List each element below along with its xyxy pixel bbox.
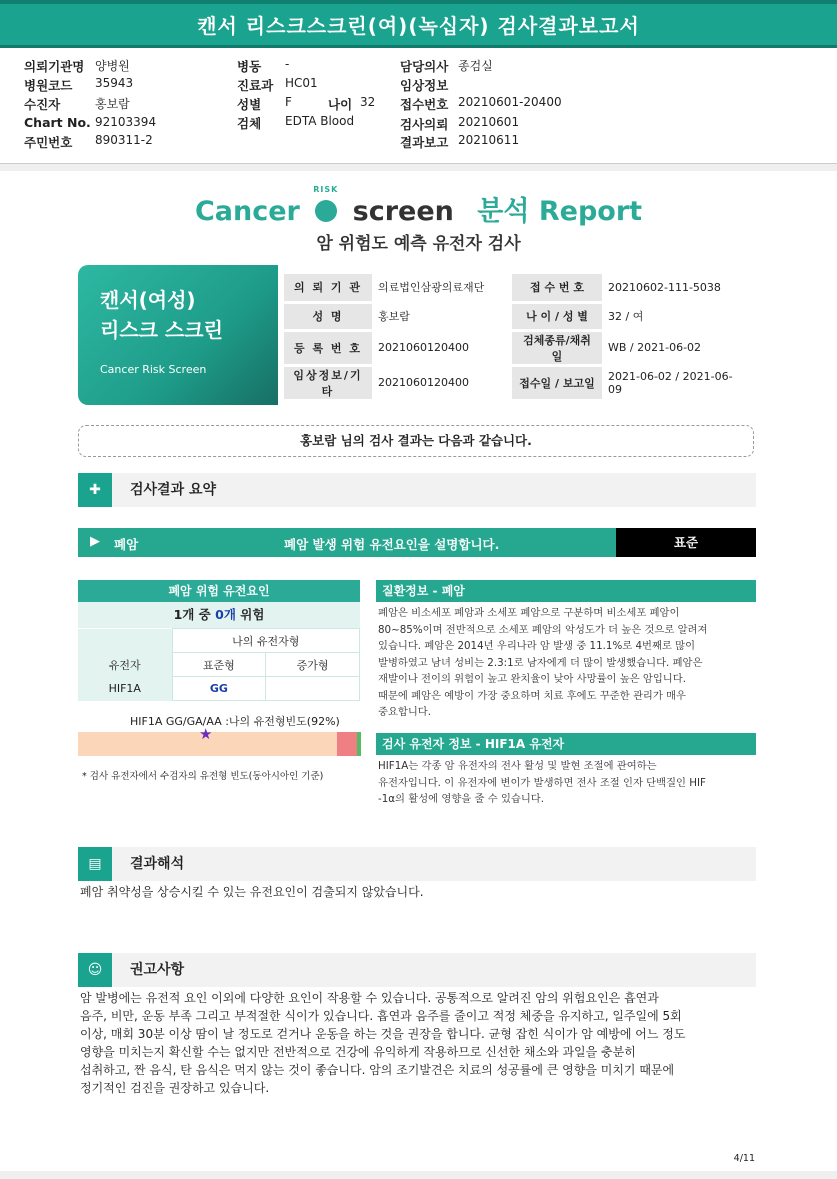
value-id-number: 890311-2: [95, 133, 153, 147]
value-ward: -: [285, 57, 290, 71]
text-line: 섭취하고, 짠 음식, 탄 음식은 먹지 않는 것이 좋습니다. 암의 조기발견은 치료의 성공률에 큰 영향을 미치기 때문에: [80, 1063, 675, 1077]
title-card-english: Cancer Risk Screen: [100, 363, 207, 376]
report-subtitle: 암 위험도 예측 유전자 검사: [316, 234, 521, 254]
report-sheet: [0, 171, 837, 1171]
value-patient: 홍보람: [95, 97, 130, 111]
text-line: 정기적인 검진을 권장하고 있습니다.: [80, 1081, 270, 1095]
patient-header: [0, 48, 837, 164]
text-line: 영향을 미치는지 확신할 수는 없지만 전반적으로 건강에 유익하게 작용하므로 신선한 채소와 과일을 충분히: [80, 1045, 636, 1059]
section-title: 권고사항: [130, 962, 185, 978]
section-summary: [78, 473, 756, 507]
greeting-message: 홍보람 님의 검사 결과는 다음과 같습니다.: [78, 425, 754, 457]
info-label: 접수일 / 보고일: [512, 365, 602, 400]
summary-suffix: 위험: [240, 607, 265, 622]
label-hospital-code: 병원코드: [24, 78, 73, 93]
info-value: 의료법인삼광의료재단: [372, 274, 512, 302]
lung-bar-description: 폐암 발생 위험 유전요인을 설명합니다.: [284, 537, 500, 552]
title-card-line1: 캔서(여성): [100, 288, 196, 312]
frequency-bar: [78, 732, 361, 756]
label-chart-no: Chart No.: [24, 115, 91, 130]
info-value: 20210602-111-5038: [602, 274, 747, 302]
gene-risk-summary: [78, 602, 360, 628]
frequency-note: * 검사 유전자에서 수검자의 유전형 빈도(동아시아인 기준): [82, 771, 324, 782]
label-doctor: 담당의사: [400, 59, 449, 74]
info-value: 홍보람: [372, 302, 512, 330]
interpretation-text: 폐암 취약성을 상승시킬 수 있는 유전요인이 검출되지 않았습니다.: [80, 885, 424, 899]
info-label: 의 뢰 기 관: [284, 274, 372, 302]
info-label: 검체종류/채취일: [512, 330, 602, 365]
text-line: 폐암은 비소세포 폐암과 소세포 폐암으로 구분하며 비소세포 폐암이: [378, 607, 680, 619]
info-value: 2021060120400: [372, 365, 512, 400]
section-title: 검사결과 요약: [130, 482, 217, 498]
label-ward: 병동: [237, 59, 262, 74]
value-hospital-code: 35943: [95, 76, 134, 90]
text-line: HIF1A는 각종 암 유전자의 전사 활성 및 발현 조절에 관여하는: [378, 760, 657, 772]
text-line: 암 발병에는 유전적 요인 이외에 다양한 요인이 작용할 수 있습니다. 공통적으로 알려진 암의 위험요인은 흡연과: [80, 991, 659, 1005]
label-sex: 성별: [237, 97, 262, 112]
value-department: HC01: [285, 76, 318, 90]
blank-cell: [78, 629, 172, 653]
text-line: 유전자입니다. 이 유전자에 변이가 발생하면 전사 조절 인자 단백질인 HIF: [378, 776, 706, 789]
info-label: 임상정보/기타: [284, 365, 372, 400]
star-icon: ★: [199, 725, 213, 743]
logo-screen: screen: [352, 196, 454, 227]
info-value: 2021-06-02 / 2021-06-09: [602, 365, 747, 400]
label-id-number: 주민번호: [24, 135, 73, 150]
label-institution: 의뢰기관명: [24, 59, 85, 74]
info-value: WB / 2021-06-02: [602, 330, 747, 365]
text-line: 80~85%이며 전반적으로 소세포 폐암의 악성도가 더 높은 것으로 알려져: [378, 623, 708, 636]
gene-name: HIF1A: [78, 677, 172, 701]
value-doctor: 종검실: [458, 59, 493, 73]
value-age: 32: [360, 95, 376, 109]
text-line: 재발이나 전이의 위험이 높고 완치율이 낮아 사망률이 높은 암입니다.: [378, 673, 686, 685]
value-report-date: 20210611: [458, 133, 520, 147]
play-arrow-icon: ▶: [90, 534, 100, 549]
title-card: [78, 265, 278, 405]
gene-box-title: 폐암 위험 유전요인: [78, 580, 360, 602]
label-receipt-no: 접수번호: [400, 97, 449, 112]
disease-info-text: [378, 605, 756, 721]
title-card-line2: 리스크 스크린: [100, 318, 223, 342]
summary-count: 0개: [215, 607, 236, 622]
report-banner: [0, 0, 837, 48]
label-specimen: 검체: [237, 116, 262, 131]
label-report-date: 결과보고: [400, 135, 449, 150]
banner-title: 캔서 리스크스크린(여)(녹십자) 검사결과보고서: [197, 14, 640, 38]
label-department: 진료과: [237, 78, 274, 93]
label-clinical-info: 임상정보: [400, 78, 449, 93]
disease-info-title: 질환정보 - 폐암: [376, 580, 756, 602]
page-number: 4/11: [733, 1153, 755, 1164]
gene-risk-box: [78, 580, 360, 701]
increased-column-header: 증가형: [266, 653, 360, 677]
genotype-table: [78, 628, 360, 701]
value-request-date: 20210601: [458, 115, 520, 129]
gene-info-title: 검사 유전자 정보 - HIF1A 유전자: [376, 733, 756, 755]
value-receipt-no: 20210601-20400: [458, 95, 562, 109]
info-label: 성 명: [284, 302, 372, 330]
report-logo: [0, 184, 837, 228]
text-line: 이상, 매회 30분 이상 땀이 날 정도로 걷거나 운동을 하는 것을 권장을 합니다. 균형 잡힌 식이가 암 예방에 어느 정도: [80, 1027, 686, 1041]
value-institution: 양병원: [95, 59, 130, 73]
logo-risk: RISK: [313, 184, 339, 194]
table-row: [284, 330, 747, 365]
text-line: 때문에 폐암은 예방이 가장 중요하며 치료 후에도 꾸준한 관리가 매우: [378, 689, 686, 702]
table-row: [78, 677, 360, 701]
lung-bar-name: 폐암: [114, 537, 139, 552]
frequency-label: HIF1A GG/GA/AA :나의 유전형빈도(92%): [130, 715, 340, 728]
label-age: 나이: [328, 97, 353, 112]
table-row: [284, 302, 747, 330]
genotype-increased: [266, 677, 360, 701]
value-sex: F: [285, 95, 292, 109]
standard-column-header: 표준형: [172, 653, 266, 677]
lung-cancer-bar: [78, 528, 756, 557]
text-line: 발병하였고 남녀 성비는 2.3:1로 남자에게 더 많이 발생했습니다. 폐암은: [378, 656, 703, 669]
genotype-standard: GG: [172, 677, 266, 701]
table-row: [284, 365, 747, 400]
info-label: 등 록 번 호: [284, 330, 372, 365]
medical-kit-icon: ✚: [78, 473, 112, 507]
table-row: [284, 274, 747, 302]
status-badge: 표준: [616, 528, 756, 557]
section-title: 결과해석: [130, 856, 185, 872]
logo-report: 분석 Report: [477, 196, 643, 227]
gene-info-text: [378, 758, 756, 808]
text-line: 음주, 비만, 운동 부족 그리고 부적절한 식이가 있습니다. 흡연과 음주를 줄이고 적정 체중을 유지하고, 일주일에 5회: [80, 1009, 682, 1023]
my-genotype-header: 나의 유전자형: [172, 629, 360, 653]
label-request-date: 검사의뢰: [400, 117, 449, 132]
label-patient: 수진자: [24, 97, 61, 112]
info-value: 32 / 여: [602, 302, 747, 330]
gene-column-header: 유전자: [78, 653, 172, 677]
info-value: 2021060120400: [372, 330, 512, 365]
value-chart-no: 92103394: [95, 115, 157, 129]
text-line: 중요합니다.: [378, 706, 432, 718]
text-line: 있습니다. 폐암은 2014년 우리나라 암 발생 중 11.1%로 4번째로 많이: [378, 640, 696, 652]
recommendation-text: [80, 989, 760, 1097]
text-line: -1α의 활성에 영향을 줄 수 있습니다.: [378, 793, 545, 805]
test-info-table: [284, 274, 747, 402]
frequency-segment-other: [357, 732, 361, 756]
clipboard-icon: ▤: [78, 847, 112, 881]
summary-prefix: 1개 중: [173, 607, 211, 622]
frequency-segment-risk: [337, 732, 357, 756]
info-label: 나 이 / 성 별: [512, 302, 602, 330]
info-label: 접 수 번 호: [512, 274, 602, 302]
value-specimen: EDTA Blood: [285, 114, 355, 128]
section-recommendation: [78, 953, 756, 987]
logo-dna-icon: [313, 184, 339, 222]
section-interpretation: [78, 847, 756, 881]
logo-cancer: Cancer: [194, 196, 300, 227]
doctor-icon: ☺: [78, 953, 112, 987]
